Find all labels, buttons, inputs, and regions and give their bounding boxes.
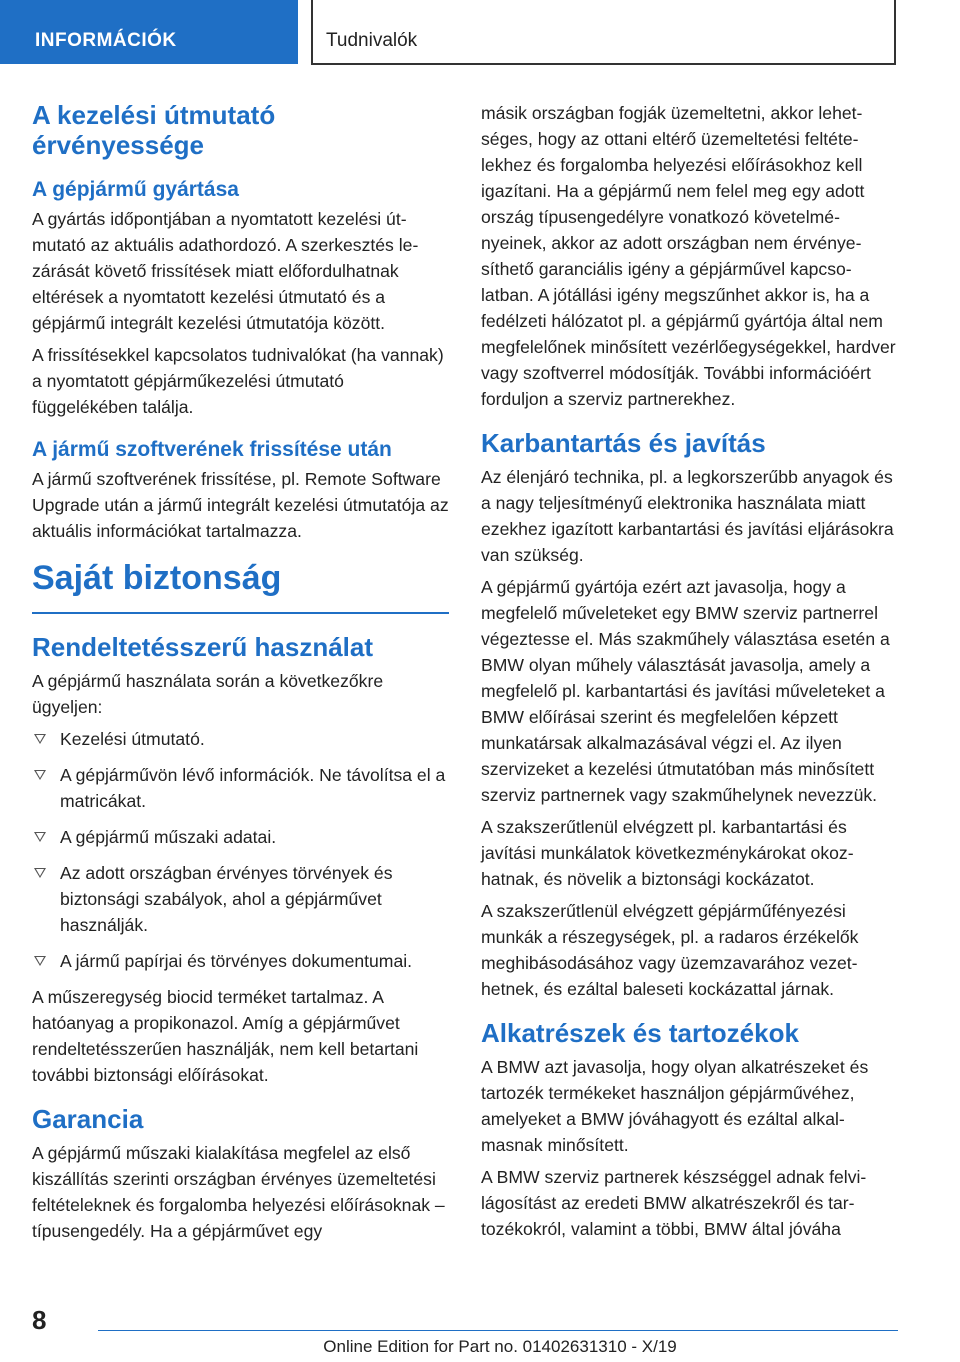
paragraph: A BMW szerviz partnerek készséggel adnak felvilágosítást az eredeti BMW alkatrészekről és tartozékokról, valamint a többi, BMW által jóváha	[481, 1167, 867, 1239]
paragraph: A jármű szoftverének frissítése, pl. Remote Software Upgrade után a jármű integrált kezelési útmutatója az aktuális információkat tartalmazza.	[32, 469, 449, 541]
page-topic: Tudnivalók	[311, 0, 896, 65]
triangle-bullet-icon	[34, 832, 46, 842]
paragraph: Az élenjáró technika, pl. a legkorszerűbb anyagok és a nagy teljesítményű elektronika használata miatt ezekhez igazított karbantartási és javítási eljárásokra van szükség.	[481, 467, 894, 565]
section-title-line: érvényessége	[32, 130, 205, 160]
section-title-line: A kezelési útmutató	[32, 100, 276, 130]
page-number: 8	[32, 1305, 47, 1335]
section-tab[interactable]: INFORMÁCIÓK	[0, 0, 298, 64]
paragraph: A BMW azt javasolja, hogy olyan alkatrészeket és tartozék termékeket használjon gépjárművéhez, amelyeket a BMW jóváhagyott és ezáltal alkalmasnak minősített.	[481, 1057, 869, 1155]
paragraph: másik országban fogják üzemeltetni, akkor lehetséges, hogy az ottani eltérő üzemeltetési feltételekhez és forgalomba helyezési előírásokhoz kell igazítani. Ha a gépjármű nem felel meg egy adott ország típusengedélyre vonatkozó követelményeinek, akkor az adott országban nem érvényesíthető garanciális igény a gépjárművel kapcsolatban. A jótállási igény megszűnhet akkor is, ha a fedélzeti hálózatot pl. a gépjármű gyártója által nem megfelelőnek minősített vezérlőegységekkel, hardver vagy szoftverrel módosítják. További információért forduljon a szerviz partnerekhez.	[481, 103, 896, 409]
list-item	[32, 762, 449, 814]
paragraph: A gépjármű műszaki kialakítása megfelel az első kiszállítás szerinti országban érvényes üzemeltetési feltételeknek és forgalomba helyezési előírásoknak – típusengedély. Ha a gépjárművet egy	[32, 1143, 445, 1241]
section-title: Garancia	[32, 1104, 144, 1134]
list-item	[32, 726, 449, 752]
list-item	[32, 860, 449, 938]
page-header	[0, 0, 960, 66]
chapter-title: Saját biztonság	[32, 558, 449, 614]
paragraph: A gépjármű gyártója ezért azt javasolja, hogy a megfelelő műveleteket egy BMW szerviz partnerrel végeztesse el. Más szakműhely választása esetén a BMW olyan műhely választását javasolja, amely a megfelelő pl. karbantartási és javítási műveleteket a BMW előírásai szerint és megfelelően képzett munkatársak alkalmazásával végzi el. Az ilyen szervizeket a kezelési útmutatóban más minősített szerviz partnernek vagy szakműhelynek nevezzük.	[481, 577, 890, 805]
footer-edition: Online Edition for Part no. 01402631310 - X/19	[323, 1337, 677, 1356]
section-title: Rendeltetésszerű használat	[32, 632, 374, 662]
right-column	[481, 100, 898, 1248]
list-item-text: A gépjármű műszaki adatai.	[60, 827, 277, 847]
section-title-validity	[32, 100, 449, 160]
left-column	[32, 100, 449, 1250]
list-item	[32, 824, 449, 850]
triangle-bullet-icon	[34, 868, 46, 878]
bullet-list	[32, 726, 449, 974]
paragraph: A gépjármű használata során a következőkre ügyeljen:	[32, 671, 384, 717]
subsection-title: A gépjármű gyártása	[32, 178, 239, 201]
triangle-bullet-icon	[34, 956, 46, 966]
section-title: Alkatrészek és tartozékok	[481, 1018, 799, 1048]
footer-divider	[98, 1330, 898, 1331]
list-item-text: A gépjárművön lévő információk. Ne távolítsa el a matricákat.	[60, 765, 446, 811]
triangle-bullet-icon	[34, 734, 46, 744]
list-item-text: A jármű papírjai és törvényes dokumentumai.	[60, 951, 413, 971]
paragraph: A szakszerűtlenül elvégzett gépjárműfényezési munkák a részegységek, pl. a radaros érzékelők meghibásodásához vagy üzemzavarához vezethetnek, és ezáltal baleseti kockázattal járnak.	[481, 901, 859, 999]
paragraph: A gyártás időpontjában a nyomtatott kezelési útmutató az aktuális adathordozó. A szerkesztés lezárását követő frissítések miatt előfordulhatnak eltérések a nyomtatott kezelési útmutató és a gépjármű integrált kezelési útmutatója között.	[32, 209, 419, 333]
paragraph: A műszeregység biocid terméket tartalmaz. A hatóanyag a propikonazol. Amíg a gépjárművet rendeltetésszerűen használják, nem kell betartani további biztonsági előírásokat.	[32, 987, 419, 1085]
list-item-text: Az adott országban érvényes törvények és biztonsági szabályok, ahol a gépjárművet használják.	[60, 863, 393, 935]
paragraph: A szakszerűtlenül elvégzett pl. karbantartási és javítási munkálatok következménykárokat okozhatnak, és növelik a biztonsági kockázatot.	[481, 817, 854, 889]
paragraph: A frissítésekkel kapcsolatos tudnivalókat (ha vannak) a nyomtatott gépjárműkezelési útmutató függelékében találja.	[32, 345, 444, 417]
list-item	[32, 948, 449, 974]
triangle-bullet-icon	[34, 770, 46, 780]
subsection-title: A jármű szoftverének frissítése után	[32, 438, 392, 461]
list-item-text: Kezelési útmutató.	[60, 729, 205, 749]
section-title: Karbantartás és javítás	[481, 428, 766, 458]
